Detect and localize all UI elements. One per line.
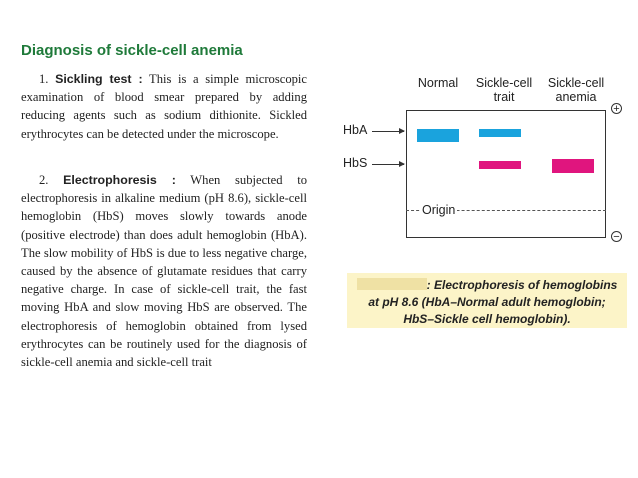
caption-line: at pH 8.6 (HbA–Normal adult hemoglobin;: [368, 295, 606, 309]
anode-plus-icon: +: [611, 103, 622, 114]
arrow-right-icon: [372, 131, 404, 132]
band-trait-hbs: [479, 161, 521, 169]
item-number: 2.: [39, 173, 49, 187]
section-heading: Diagnosis of sickle-cell anemia: [21, 42, 243, 59]
column-label-line: Sickle-cell: [547, 76, 605, 90]
caption-line: HbS–Sickle cell hemoglobin).: [403, 312, 571, 326]
cathode-minus-icon: −: [611, 231, 622, 242]
paragraph-body: When subjected to electrophoresis in alkaline medium (pH 8.6), sickle-cell hemoglobin (HbS) moves slowly towards anode (positive electrode) than does adult hemoglobin (HbA). The slow mobility of HbS is due to less negative charge, caused by the absence of glutamate residues that carry negative charge. In case of sickle-cell trait, the fast moving HbA and slow moving HbS are observed. The electrophoresis of hemoglobin obtained from lysed erythrocytes can be routinely used for the diagnosis of sickle-cell anemia and sickle-cell trait: [21, 173, 308, 370]
row-label-hba: HbA: [343, 123, 368, 137]
origin-label: Origin: [422, 203, 456, 217]
column-label-trait: [469, 76, 539, 104]
item-number: 1.: [39, 72, 49, 86]
caption-text: : Electrophoresis of hemoglobins: [426, 278, 618, 292]
band-anemia-hbs: [552, 159, 594, 173]
paragraph-sickling-test: [21, 70, 307, 143]
paragraph-electrophoresis: [21, 171, 307, 371]
arrow-right-icon: [372, 164, 404, 165]
column-label-line: anemia: [555, 90, 597, 104]
electrophoresis-figure: [330, 70, 630, 250]
column-label-line: trait: [493, 90, 515, 104]
column-label-line: Sickle-cell: [475, 76, 533, 90]
paragraph-body: This is a simple microscopic examination of blood smear prepared by adding reducing agents such as sodium dithionite. Sickled erythrocytes can be detected under the microscope.: [21, 72, 308, 141]
band-trait-hba: [479, 129, 521, 137]
row-label-hbs: HbS: [343, 156, 368, 170]
figure-caption: [347, 273, 627, 328]
caption-line: [347, 277, 627, 294]
term-sickling-test: Sickling test :: [55, 72, 143, 86]
term-electrophoresis: Electrophoresis :: [63, 173, 176, 187]
column-label-line: Normal: [417, 76, 459, 90]
column-label-anemia: [541, 76, 611, 104]
column-label-normal: [408, 76, 468, 90]
figure-number-placeholder: [357, 278, 427, 290]
band-normal-hba: [417, 129, 459, 142]
